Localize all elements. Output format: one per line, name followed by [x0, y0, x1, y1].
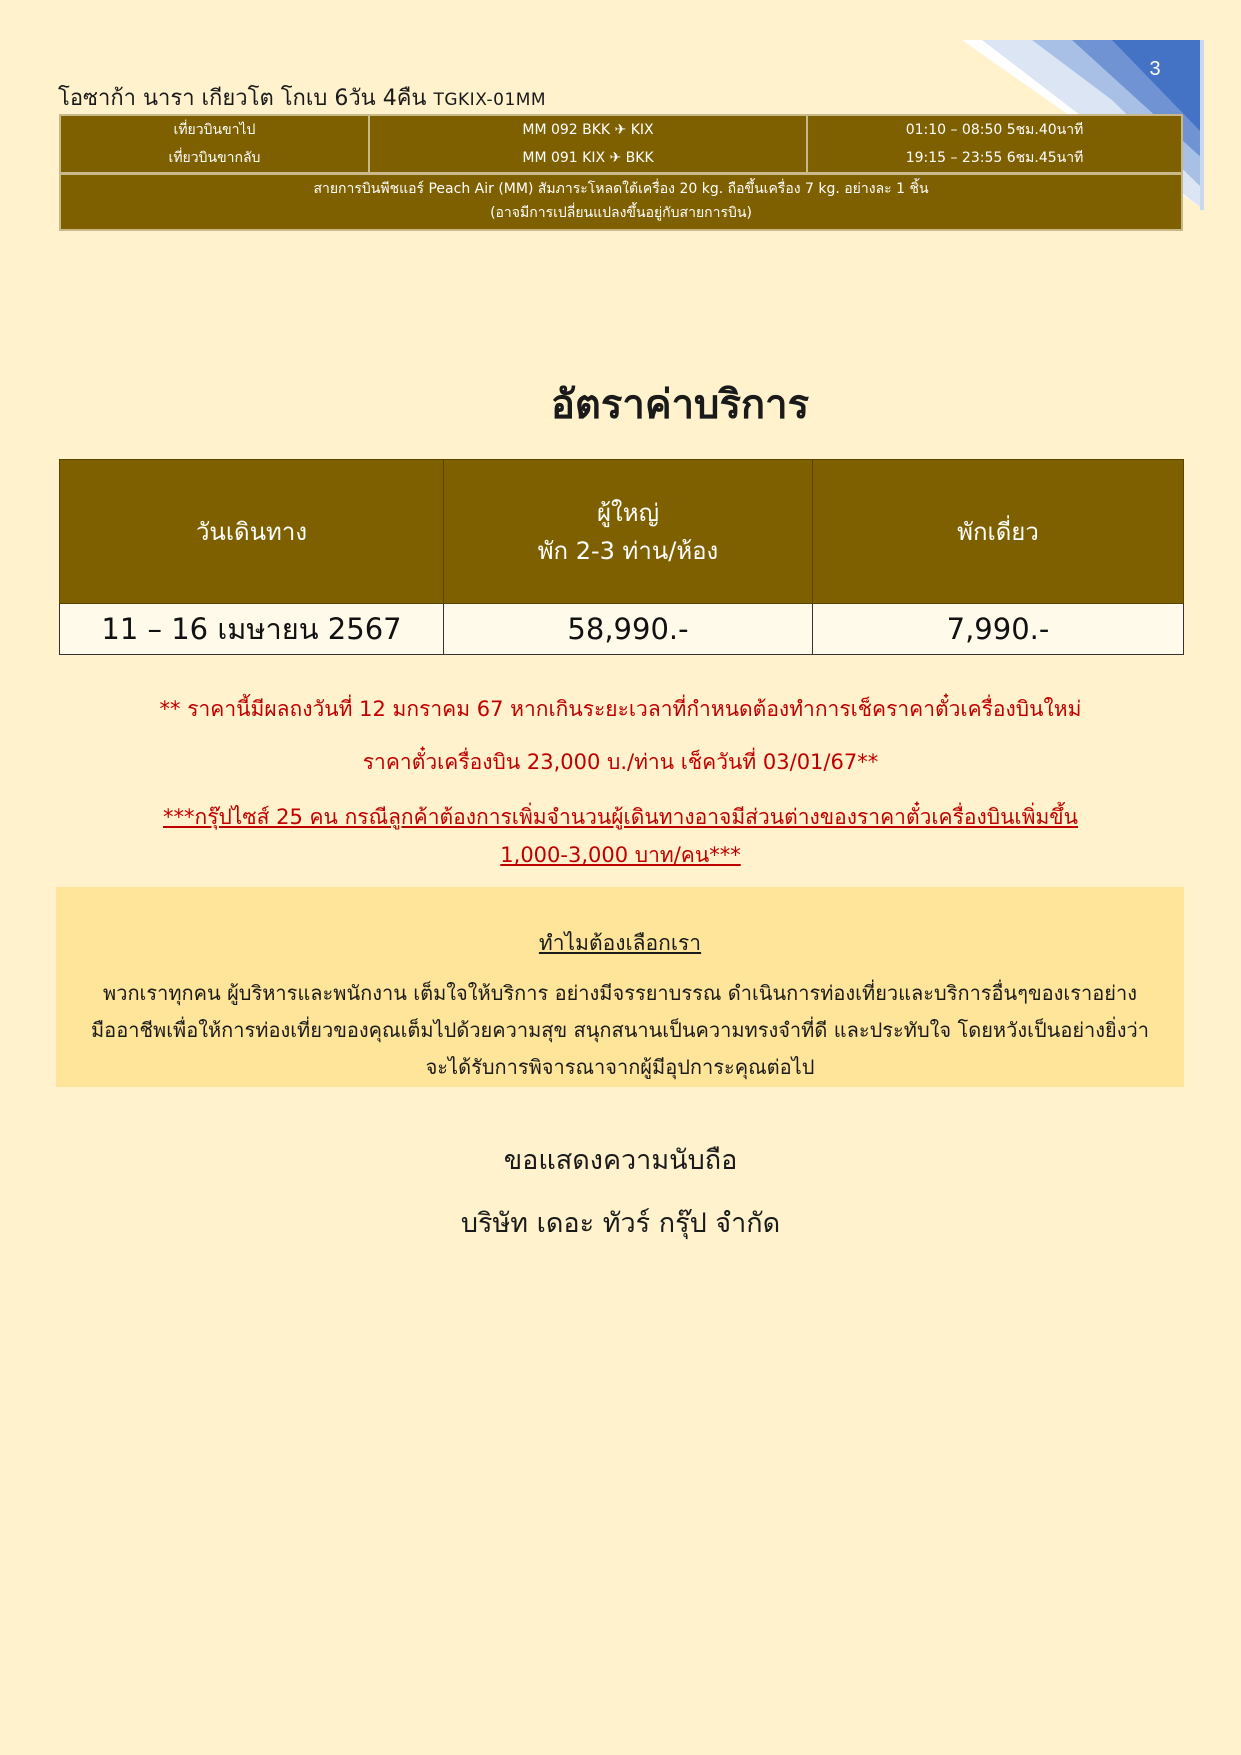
company-name: บริษัท เดอะ ทัวร์ กรุ๊ป จำกัด: [460, 1208, 781, 1239]
flight-number: MM 092 BKK ✈ KIX: [370, 116, 808, 144]
group-size-note-line2: 1,000-3,000 บาท/คน***: [500, 843, 741, 867]
why-us-line3: จะได้รับการพิจารณาจากผู้มีอุปการะคุณต่อไป: [425, 1055, 815, 1079]
tour-title: [58, 80, 546, 115]
column-header-adult-line1: ผู้ใหญ่: [596, 498, 660, 527]
why-us-title: ทำไมต้องเลือกเรา: [538, 931, 702, 955]
travel-date: 11 – 16 เมษายน 2567: [60, 604, 444, 655]
table-row: [60, 604, 1184, 655]
adult-price: 58,990.-: [444, 604, 813, 655]
flight-row-return: [61, 144, 1181, 175]
price-header-row: [60, 460, 1184, 604]
why-us-body: [60, 975, 1180, 1086]
flight-time: 01:10 – 08:50 5ชม.40นาที: [905, 122, 1084, 138]
flight-row-outbound: [61, 116, 1181, 144]
closing-regards: ขอแสดงความนับถือ: [503, 1145, 738, 1176]
price-table: [59, 459, 1184, 655]
airline-info-line2: (อาจมีการเปลี่ยนแปลงขึ้นอยู่กับสายการบิน): [490, 205, 752, 221]
tour-name: โอซาก้า นารา เกียวโต โกเบ 6วัน 4คืน: [58, 86, 427, 111]
column-header-adult-line2: พัก 2-3 ท่าน/ห้อง: [537, 536, 719, 565]
flight-label: เที่ยวบินขากลับ: [61, 144, 370, 175]
column-header-date: วันเดินทาง: [60, 460, 444, 604]
column-header-adult: [444, 460, 813, 604]
tour-code: TGKIX-01MM: [433, 90, 547, 110]
flight-table: [59, 114, 1183, 231]
why-us-line2: มืออาชีพเพื่อให้การท่องเที่ยวของคุณเต็มไปด้วยความสุข สนุกสนานเป็นความทรงจำที่ดี และประทับใจ โดยหวังเป็นอย่างยิ่งว่า: [91, 1018, 1149, 1042]
group-size-note-line1: ***กรุ๊ปไซส์ 25 คน กรณีลูกค้าต้องการเพิ่มจำนวนผู้เดินทางอาจมีส่วนต่างของราคาตั๋วเครื่องบินเพิ่มขึ้น: [162, 805, 1079, 829]
price-validity-note: ** ราคานี้มีผลถงวันที่ 12 มกราคม 67 หากเกินระยะเวลาที่กำหนดต้องทำการเช็คราคาตั๋วเครื่องบินใหม่: [159, 697, 1082, 721]
airline-info-line1: สายการบินพีชแอร์ Peach Air (MM) สัมภาระโหลดใต้เครื่อง 20 kg. ถือขึ้นเครื่อง 7 kg. อย่างละ 1 ชิ้น: [313, 181, 929, 197]
why-us-line1: พวกเราทุกคน ผู้บริหารและพนักงาน เต็มใจให้บริการ อย่างมีจรรยาบรรณ ดำเนินการท่องเที่ยวและบริการอื่นๆของเราอย่าง: [103, 981, 1137, 1005]
flight-time: 19:15 – 23:55 6ชม.45นาที: [808, 144, 1181, 175]
airfare-note: ราคาตั๋วเครื่องบิน 23,000 บ./ท่าน เช็ควันที่ 03/01/67**: [362, 750, 879, 774]
why-us-box: [56, 887, 1184, 1087]
page-number: 3: [1149, 58, 1161, 80]
flight-label: เที่ยวบินขาไป: [61, 116, 370, 144]
group-size-note: [0, 798, 1241, 874]
single-supplement: 7,990.-: [813, 604, 1184, 655]
airline-info-row: [61, 175, 1181, 229]
flight-number: MM 091 KIX ✈ BKK: [370, 144, 808, 175]
rates-heading: อัตราค่าบริการ: [550, 382, 810, 428]
airline-info: [61, 175, 1181, 229]
column-header-single: พักเดี่ยว: [813, 460, 1184, 604]
